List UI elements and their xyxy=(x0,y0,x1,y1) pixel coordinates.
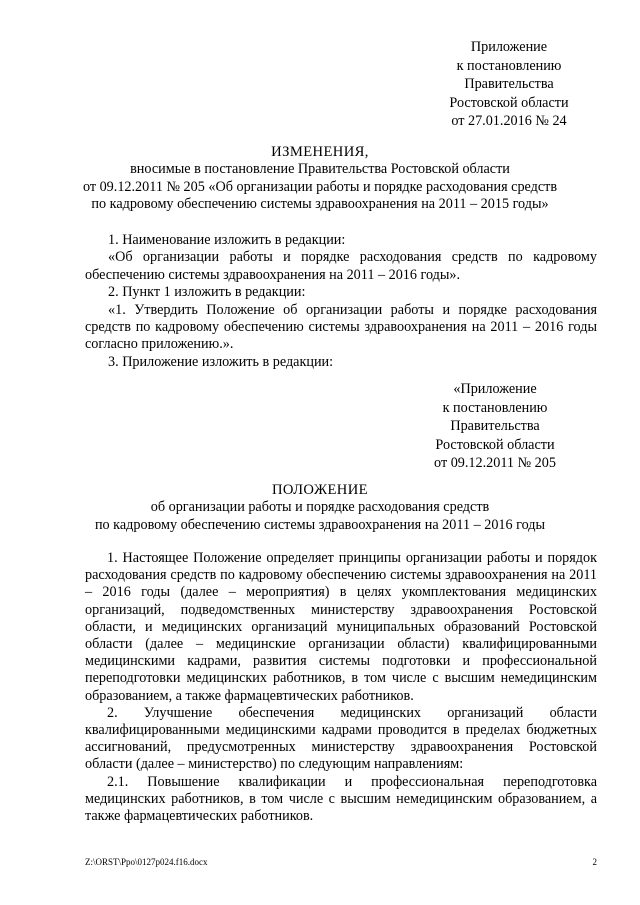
file-path: Z:\ORST\Ppo\0127p024.f16.docx xyxy=(85,857,208,867)
polozhenie-heading xyxy=(60,482,580,534)
approval-line: от 09.12.2011 № 205 xyxy=(434,455,556,472)
izmeneniya-heading xyxy=(60,144,580,214)
amendments-text xyxy=(85,232,597,371)
approval-line: Правительства xyxy=(450,418,540,435)
approval-line: от 27.01.2016 № 24 xyxy=(451,113,567,130)
amendment-paragraph: 1. Наименование изложить в редакции: xyxy=(108,232,346,248)
izmeneniya-subtitle-line: вносимые в постановление Правительства Ростовской области xyxy=(130,161,510,178)
approval-line: Правительства xyxy=(464,76,554,93)
approval-stamp-inner xyxy=(405,380,585,473)
approval-line: к постановлению xyxy=(442,399,548,416)
polozhenie-title: ПОЛОЖЕНИЕ xyxy=(271,482,368,498)
page-number: 2 xyxy=(592,857,597,867)
body-paragraph: 2. Улучшение обеспечения медицинских организаций области квалифицированными медицинскими кадрами проводится в пределах бюджетных ассигнований, предусмотренных министерству здравоохранения Ростовской области (далее – министерство) по следующим направлениям: xyxy=(85,704,597,773)
approval-line: «Приложение xyxy=(453,381,537,397)
body-paragraph: 2.1. Повышение квалификации и профессиональная переподготовка медицинских работников, в том числе с высшим немедицинским образованием, а также фармацевтических работников. xyxy=(85,773,597,825)
izmeneniya-title: ИЗМЕНЕНИЯ, xyxy=(271,144,369,160)
approval-line: к постановлению xyxy=(456,57,562,74)
polozhenie-subtitle-line: об организации работы и порядке расходования средств xyxy=(150,499,490,516)
approval-line: Ростовской области xyxy=(449,94,569,111)
amendment-paragraph: 2. Пункт 1 изложить в редакции: xyxy=(108,284,306,301)
approval-line: Ростовской области xyxy=(435,436,555,453)
polozhenie-subtitle-line: по кадровому обеспечению системы здравоохранения на 2011 – 2016 годы xyxy=(94,516,546,533)
body-paragraph: 1. Настоящее Положение определяет принципы организации работы и порядок расходования средств по кадровому обеспечению системы здравоохранения на 2011 – 2016 годы (далее – мероприятия) в целях укомплектования медицинских организаций, подведомственных министерству здравоохранения Ростовской области, и медицинских организаций муниципальных образований Ростовской области (далее – медицинские организации области) квалифицированными медицинскими кадрами, развития системы подготовки и профессиональной переподготовки медицинских работников, в том числе с высшим немедицинским образованием, а также фармацевтических работников. xyxy=(85,550,597,704)
polozhenie-body xyxy=(85,550,597,825)
amendment-paragraph: «1. Утвердить Положение об организации работы и порядке расходования средств по кадровому обеспечению системы здравоохранения на 2011 – 2016 годы согласно приложению.». xyxy=(85,301,597,353)
approval-stamp-top xyxy=(419,38,599,131)
izmeneniya-subtitle-line: от 09.12.2011 № 205 «Об организации работы и порядке расходования средств xyxy=(82,178,558,195)
amendment-paragraph: «Об организации работы и порядке расходования средств по кадровому обеспечению системы здравоохранения на 2011 – 2016 годы». xyxy=(85,249,597,283)
approval-line: Приложение xyxy=(470,39,548,55)
amendment-paragraph: 3. Приложение изложить в редакции: xyxy=(108,353,334,370)
izmeneniya-subtitle-line: по кадровому обеспечению системы здравоохранения на 2011 – 2015 годы» xyxy=(91,196,549,213)
